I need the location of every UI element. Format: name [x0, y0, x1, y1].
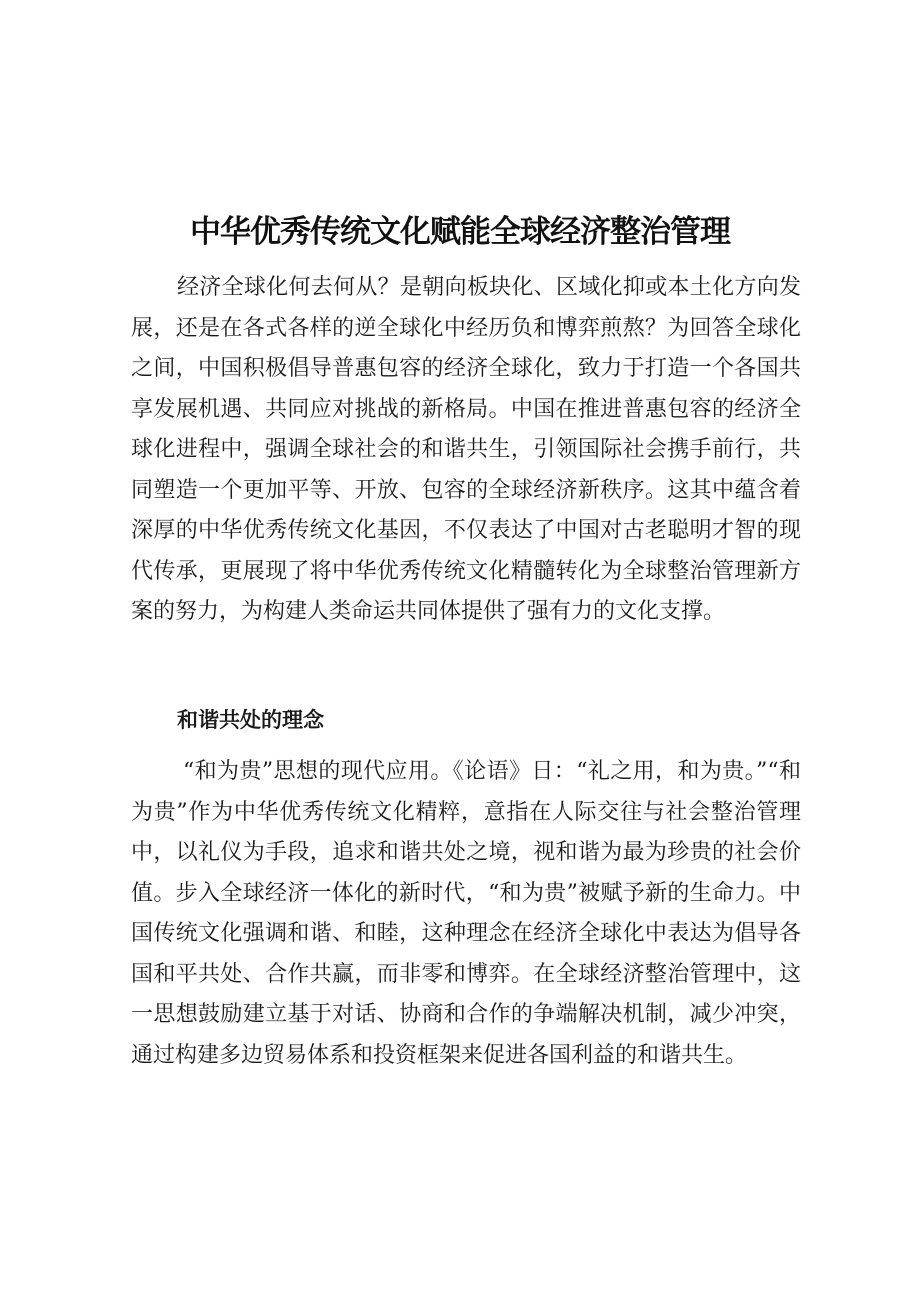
document-title: 中华优秀传统文化赋能全球经济整治管理 — [190, 214, 730, 250]
body-paragraph: “和为贵”思想的现代应用。《论语》日：“礼之用，和为贵。”“和为贵”作为中华优秀传统文化精粹，意指在人际交往与社会整治管理中，以礼仪为手段，追求和谐共处之境，视和谐为最为珍贵的社会价值。步入全球经济一体化的新时代，“和为贵”被赋予新的生命力。中国传统文化强调和谐、和睦，这种理念在经济全球化中表达为倡导各国和平共处、合作共赢，而非零和博弈。在全球经济整治管理中，这一思想鼓励建立基于对话、协商和合作的争端解决机制，减少冲突，通过构建多边贸易体系和投资框架来促进各国利益的和谐共生。 — [131, 759, 801, 1068]
body-paragraph: 经济全球化何去何从？是朝向板块化、区域化抑或本土化方向发展，还是在各式各样的逆全球化中经历负和博弈煎熬？为回答全球化之间，中国积极倡导普惠包容的经济全球化，致力于打造一个各国共享发展机遇、共同应对挑战的新格局。中国在推进普惠包容的经济全球化进程中，强调全球社会的和谐共生，引领国际社会携手前行，共同塑造一个更加平等、开放、包容的全球经济新秩序。这其中蕴含着深厚的中华优秀传统文化基因，不仅表达了中国对古老聪明才智的现代传承，更展现了将中华优秀传统文化精髓转化为全球整治管理新方案的努力，为构建人类命运共同体提供了强有力的文化支撑。 — [131, 275, 801, 624]
section-heading: 和谐共处的理念 — [177, 707, 324, 732]
